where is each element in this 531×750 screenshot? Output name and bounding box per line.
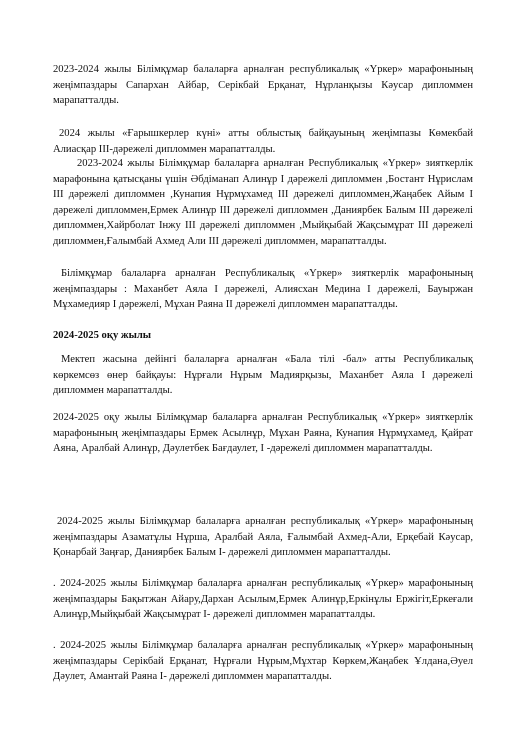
paragraph-urker-2024-intellectual: 2024-2025 оқу жылы Білімқұмар балаларға арналған Республикалық «Үркер» зияткерлік марафонының жеңімпаздары Ермек Асылнұр, Мұхан Раяна, Кунапия Нұрмұхамед, Қайрат Аяна, Аралбай Алинұр, Дәулетбек Бағдаулет, І -дәрежелі дипломмен марапатталды. — [53, 412, 473, 455]
section-heading: 2024-2025 оқу жылы — [53, 330, 152, 341]
paragraph-cosmonaut-day-contest: 2024 жылы «Ғарышкерлер күні» атты облыстық байқауының жеңімпазы Көмекбай Алиасқар ІІІ-дәрежелі дипломмен марапатталды. — [53, 128, 473, 155]
paragraph-urker-2023-participants: 2023-2024 жылы Білімқұмар балаларға арналған Республикалық «Үркер» зияткерлік марафонына қатысқаны үшін Әбдіманап Алинұр І дәрежелі дипломмен ,Бостант Нұрислам ІІІ дәрежелі дипломмен ,Кунапия Нұрмұхамед ІІІ дәрежелі дипломмен,Жаңабек Айым І дәрежелі дипломмен,Ермек Алинұр ІІІ дәрежелі дипломмен ,Даниярбек Балым ІІІ дәрежелі дипломмен,Хайрболат Інжу ІІІ дәрежелі дипломмен ,Мыйқыбай Жақсымұрат ІІІ дәрежелі дипломмен,Ғалымбай Ахмед Али ІІІ дәрежелі дипломмен, марапатталды. — [53, 158, 473, 247]
paragraph-urker-republican-winners: Білімқұмар балаларға арналған Республикалық «Үркер» зияткерлік марафонының жеңімпаздары : Маханбет Аяла І дәрежелі, Алиясхан Медина І дәрежелі, Бауыржан Мұхамедияр І дәрежелі, Мұхан Раяна ІІ дәрежелі дипломмен марапатталды. — [53, 268, 473, 311]
paragraph-urker-2024-winners-a: 2024-2025 жылы Білімқұмар балаларға арналған республикалық «Үркер» марафонының жеңімпаздары Азаматұлы Нұрша, Аралбай Аяла, Ғалымбай Ахмед-Али, Ерқебай Кәусар, Қонарбай Заңғар, Даниярбек Балым І- дәрежелі дипломмен марапатталды. — [53, 516, 473, 559]
paragraph-urker-2024-winners-c: . 2024-2025 жылы Білімқұмар балаларға арналған республикалық «Үркер» марафонының жеңімпаздары Серікбай Ерқанат, Нұрғали Нұрым,Мұхтар Көркем,Жаңабек Ұлдана,Әуел Дәулет, Амантай Раяна І- дәрежелі дипломмен марапатталды. — [53, 640, 473, 683]
paragraph-urker-2023-winners: 2023-2024 жылы Білімқұмар балаларға арналған республикалық «Үркер» марафонының жеңімпаздары Сапархан Айбар, Серікбай Ерқанат, Нұрланқызы Кәусар дипломмен марапатталды. — [53, 64, 473, 107]
paragraph-urker-2024-winners-b: . 2024-2025 жылы Білімқұмар балаларға арналған республикалық «Үркер» марафонының жеңімпаздары Бақытжан Айару,Дархан Асылым,Ермек Алинұр,Еркінұлы Ержігіт,Еркеғали Алинұр,Мыйқыбай Жақсымұрат І- дәрежелі дипломмен марапатталды. — [53, 578, 473, 621]
paragraph-bala-tili-bal: Мектеп жасына дейінгі балаларға арналған «Бала тілі -бал» атты Республикалық көркемсөз өнер байқауы: Нұрғали Нұрым Мадиярқызы, Маханбет Аяла І дәрежелі дипломмен марапатталды. — [53, 354, 473, 397]
